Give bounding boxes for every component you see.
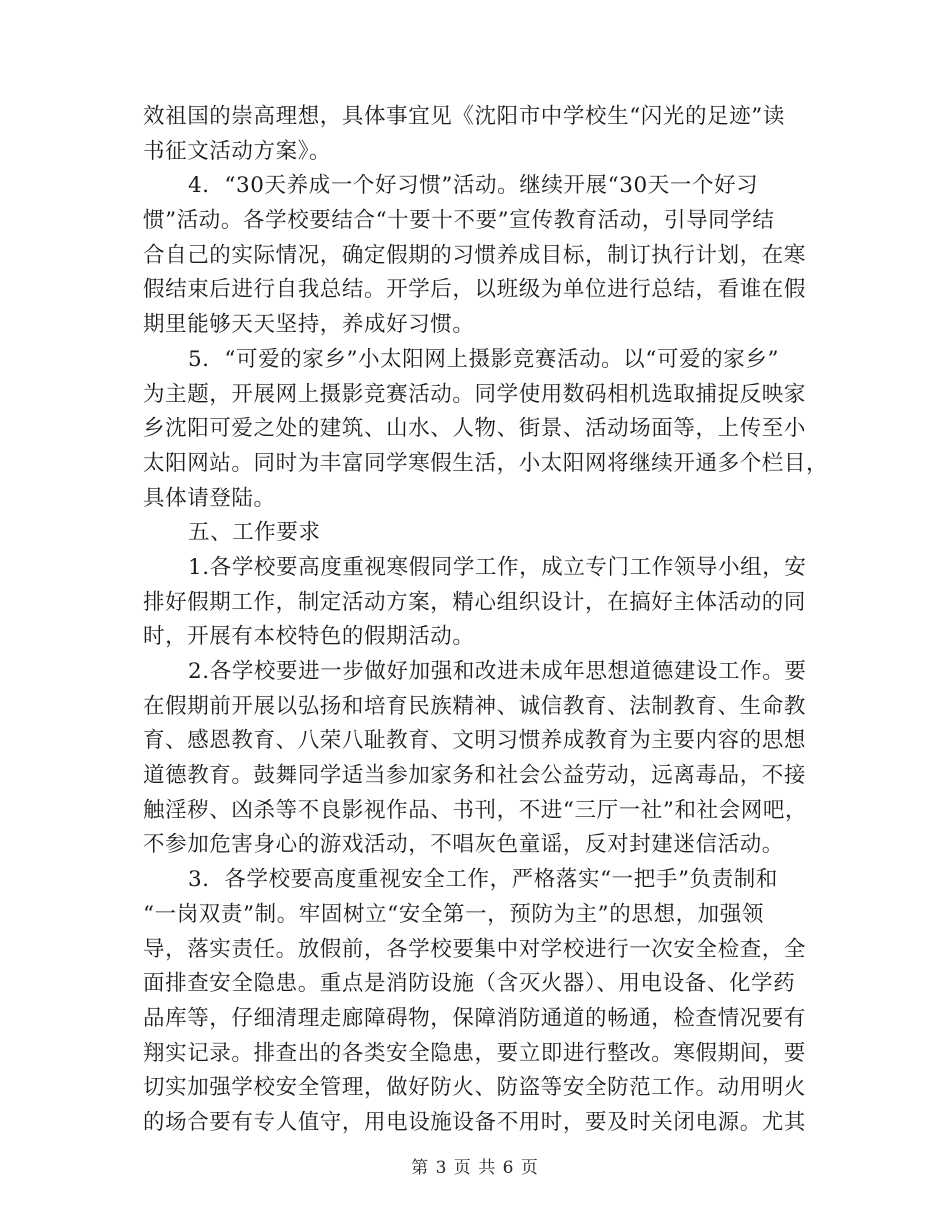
text-line: 育、感恩教育、八荣八耻教育、文明习惯养成教育为主要内容的思想	[143, 728, 807, 754]
text-line: “一岗双责”制。牢固树立“安全第一，预防为主”的思想，加强领	[143, 901, 764, 927]
text-line: 期里能够天天坚持，养成好习惯。	[143, 312, 475, 338]
text-line: 在假期前开展以弘扬和培育民族精神、诚信教育、法制教育、生命教	[143, 693, 807, 719]
text-line: 触淫秽、凶杀等不良影视作品、书刊，不进“三厅一社”和社会网吧，	[143, 797, 808, 823]
text-line: 太阳网站。同时为丰富同学寒假生活，小太阳网将继续开通多个栏目，	[143, 450, 829, 476]
document-body	[143, 100, 829, 1141]
text-line: 导，落实责任。放假前，各学校要集中对学校进行一次安全检查，全	[143, 936, 807, 962]
text-line: 切实加强学校安全管理，做好防火、防盗等安全防范工作。动用明火	[143, 1075, 807, 1101]
text-line: 品库等，仔细清理走廊障碍物，保障消防通道的畅通，检查情况要有	[143, 1005, 807, 1031]
text-line: 5．“可爱的家乡”小太阳网上摄影竞赛活动。以“可爱的家乡”	[188, 346, 780, 372]
text-line: 惯”活动。各学校要结合“十要十不要”宣传教育活动，引导同学结	[143, 208, 775, 234]
text-line: 3．各学校要高度重视安全工作，严格落实“一把手”负责制和	[188, 867, 778, 893]
page-number-footer: 第 3 页 共 6 页	[411, 1158, 539, 1178]
text-line: 排好假期工作，制定活动方案，精心组织设计，在搞好主体活动的同	[143, 589, 807, 615]
text-line: 翔实记录。排查出的各类安全隐患，要立即进行整改。寒假期间，要	[143, 1040, 807, 1066]
text-line: 面排查安全隐患。重点是消防设施（含灭火器）、用电设备、化学药	[143, 971, 796, 997]
text-line: 乡沈阳可爱之处的建筑、山水、人物、街景、活动场面等，上传至小	[143, 416, 807, 442]
text-line: 合自己的实际情况，确定假期的习惯养成目标，制订执行计划，在寒	[143, 242, 807, 268]
text-line: 效祖国的崇高理想，具体事宜见《沈阳市中学校生“闪光的足迹”读	[143, 104, 785, 129]
text-line: 书征文活动方案》。	[143, 138, 332, 164]
text-line: 具体请登陆。	[143, 485, 276, 511]
text-line: 1.各学校要高度重视寒假同学工作，成立专门工作领导小组，安	[188, 554, 807, 580]
text-line: 假结束后进行自我总结。开学后，以班级为单位进行总结，看谁在假	[143, 277, 807, 303]
text-line: 不参加危害身心的游戏活动，不唱灰色童谣，反对封建迷信活动。	[143, 832, 784, 858]
text-line: 时，开展有本校特色的假期活动。	[143, 624, 475, 650]
text-line: 五、工作要求	[188, 520, 321, 546]
text-line: 的场合要有专人值守，用电设施设备不用时，要及时关闭电源。尤其	[143, 1109, 807, 1135]
text-line: 为主题，开展网上摄影竞赛活动。同学使用数码相机选取捕捉反映家	[143, 381, 807, 407]
text-line: 道德教育。鼓舞同学适当参加家务和社会公益劳动，远离毒品，不接	[143, 763, 807, 789]
text-line: 2.各学校要进一步做好加强和改进未成年思想道德建设工作。要	[188, 659, 807, 684]
text-line: 4．“30天养成一个好习惯”活动。继续开展“30天一个好习	[188, 173, 759, 199]
